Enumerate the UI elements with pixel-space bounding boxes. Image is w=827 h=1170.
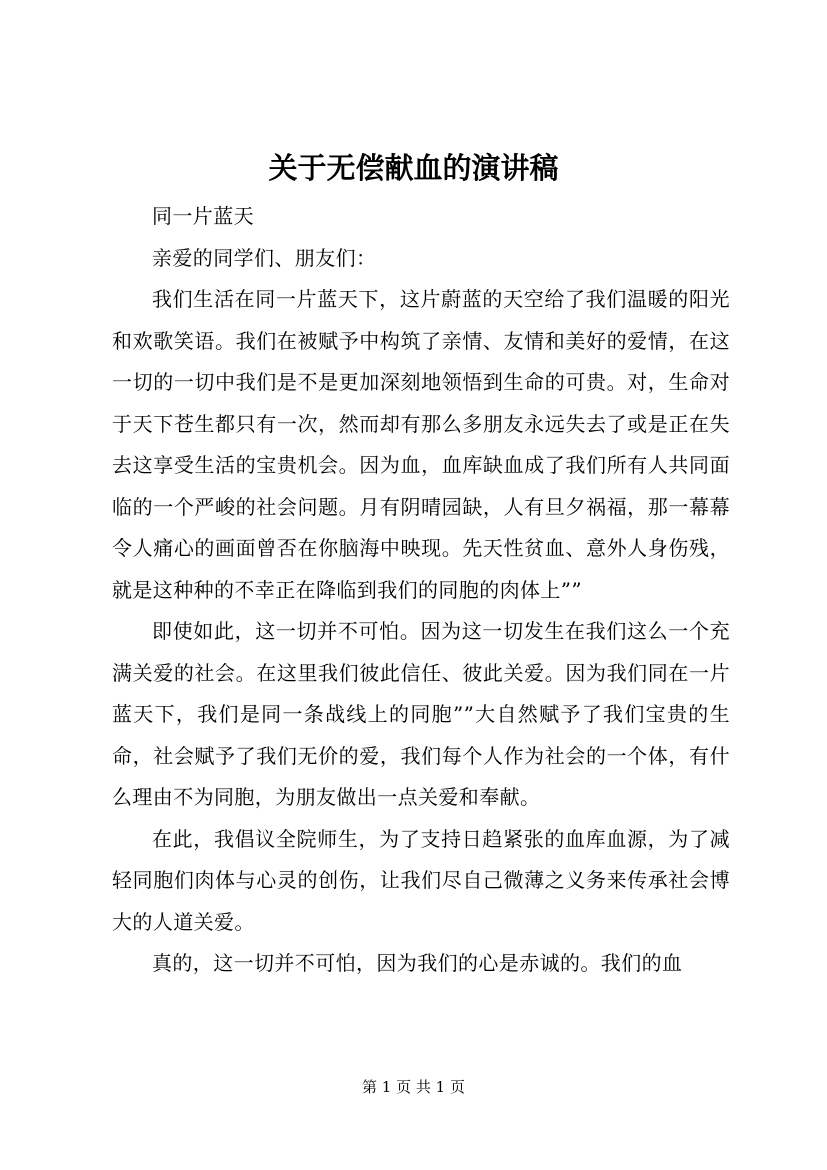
body-paragraph: 在此，我倡议全院师生，为了支持日趋紧张的血库血源，为了减轻同胞们肉体与心灵的创伤，让我们尽自己微薄之义务来传承社会博大的人道关爱。	[112, 826, 730, 934]
body-paragraph: 我们生活在同一片蓝天下，这片蔚蓝的天空给了我们温暖的阳光和欢歌笑语。我们在被赋予中构筑了亲情、友情和美好的爱情，在这一切的一切中我们是不是更加深刻地领悟到生命的可贵。对，生命对于天下苍生都只有一次，然而却有那么多朋友永远失去了或是正在失去这享受生活的宝贵机会。因为血，血库缺血成了我们所有人共同面临的一个严峻的社会问题。月有阴晴园缺，人有旦夕祸福，那一幕幕令人痛心的画面曾否在你脑海中映现。先天性贫血、意外人身伤残，就是这种种的不幸正在降临到我们的同胞的肉体上””	[112, 287, 730, 602]
page-footer: 第 1 页 共 1 页	[362, 1078, 465, 1096]
body-paragraph: 真的，这一切并不可怕，因为我们的心是赤诚的。我们的血	[152, 951, 683, 975]
body-paragraph: 即使如此，这一切并不可怕。因为这一切发生在我们这么一个充满关爱的社会。在这里我们彼此信任、彼此关爱。因为我们同在一片蓝天下，我们是同一条战线上的同胞””大自然赋予了我们宝贵的生命，社会赋予了我们无价的爱，我们每个人作为社会的一个体，有什么理由不为同胞，为朋友做出一点关爱和奉献。	[112, 619, 730, 809]
document-body	[112, 196, 730, 985]
document-title: 关于无偿献血的演讲稿	[268, 151, 559, 185]
salutation-paragraph: 亲爱的同学们、朋友们：	[152, 245, 377, 270]
subtitle-paragraph: 同一片蓝天	[152, 204, 254, 228]
